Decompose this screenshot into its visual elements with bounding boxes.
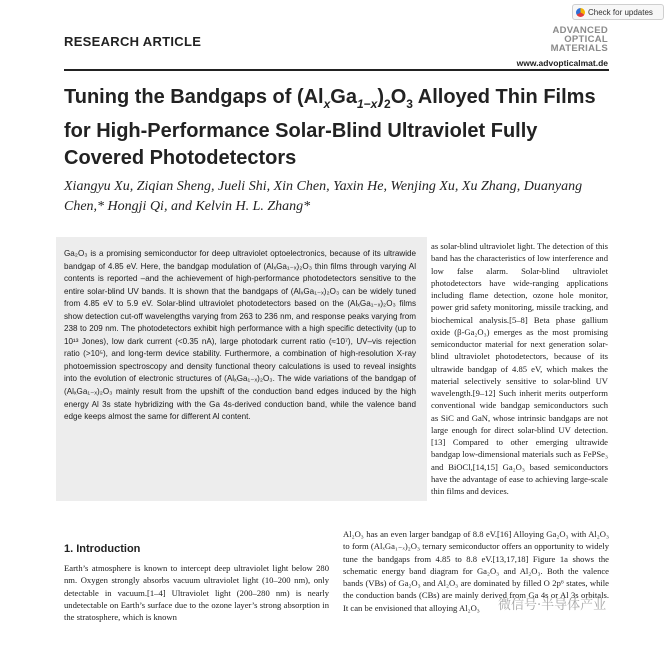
crossmark-icon bbox=[576, 8, 585, 17]
journal-logo bbox=[500, 26, 608, 53]
check-for-updates-label: Check for updates bbox=[588, 7, 653, 17]
author-list: Xiangyu Xu, Ziqian Sheng, Jueli Shi, Xin Chen, Yaxin He, Wenjing Xu, Xu Zhang, Duanyang Chen,* Hongji Qi, and Kelvin H. L. Zhang* bbox=[64, 179, 583, 214]
abstract-text: Ga₂O₃ is a promising semiconductor for deep ultraviolet optoelectronics, because of its ultrawide bandgap of 4.85 eV. Here, the bandgap modulation of (AlₓGa₁₋ₓ)₂O₃ thin films through varying Al contents is reported –and the achievement of high-performance photodetectors sensitive to the entire solar-blind UV bands. It is shown that the bandgaps of (AlₓGa₁₋ₓ)₂O₃ can be widely tuned from 4.85 eV to 5.9 eV. Solar-blind ultraviolet photodetectors based on the (AlₓGa₁₋ₓ)₂O₃ films show detection cut-off wavelengths varying from 263 to 236 nm, and response peaks varying from 238 to 209 nm. The photodetectors exhibit high performance with a high specific detectivity (up to 10¹³ Jones), low dark current (<0.35 nA), large photodark current ratio (≈10⁷), UV–vis rejection ratio (>10⁵), and long-term device stability. Furthermore, a combination of high-resolution X-ray photoemission spectroscopy and density functional theory calculations is used to reveal insights into the evolution of electronic structures of (AlₓGa₁₋ₓ)₂O₃. The wide variations of the bandgap of (AlₓGa₁₋ₓ)₂O₃ mainly result from the upshift of the conduction band edges induced by the high energy Al 3s state hybridizing with the Ga 4s-derived conduction band, while the valence band edge keeps almost the same for different Al content. bbox=[64, 249, 416, 422]
body-text-right-bottom: Al₂O₃ has an even larger bandgap of 8.8 eV.[16] Alloying Ga₂O₃ with Al₂O₃ to form (AlₓGa₁₋ₓ)₂O₃ ternary semiconductor offers an opportunity to widely tune the bandgaps from 4.85 to 8.8 eV.[13,17,18] Figure 1a shows the schematic energy band diagram for Ga₂O₃ and Al₂O₃. Both the valence bands (VBs) of Ga₂O₃ and Al₂O₃ are dominated by filled O 2p⁶ states, while the conduction bands (CBs) are mainly derived from Ga 4s or Al 3s orbitals. It can be envisioned that alloying Al₂O₃ bbox=[343, 529, 609, 613]
article-title: Tuning the Bandgaps of $(Al_xGa_{1-x})_2O_3$ Alloyed Thin Films for High-Performance Solar-Blind Ultraviolet Fully Covered Photodetectors bbox=[64, 86, 596, 169]
header-rule bbox=[64, 69, 609, 71]
journal-line-1: ADVANCED bbox=[552, 25, 608, 36]
journal-line-2: OPTICAL bbox=[564, 34, 608, 45]
introduction-heading: 1. Introduction bbox=[64, 543, 141, 555]
journal-url[interactable]: www.advopticalmat.de bbox=[516, 58, 608, 68]
body-text-right-top: as solar-blind ultraviolet light. The detection of this band has the characteristics of low interference and low false alarm. Solar-blind ultraviolet photodetectors have wide-ranging applications including flame detection, ozone hole monitor, power grid safety monitoring, missile tracking, and biochemical analysis.[5–8] Beta phase gallium oxide (β-Ga₂O₃) emerges as the most promising semiconductor material for next generation solar-blind ultraviolet photodetectors, because of its ultrawide bandgap of 4.85 eV, which makes the material selectively sensitive to solar-blind UV wavelength.[9–12] Such inherit merits outperform conventional wide bandgap semiconductors such as SiC and GaN, whose intrinsic bandgaps are not large enough for direct solar-blind UV detection.[13] Compared to other emerging ultrawide bandgap low-dimensional materials such as FePSe₃ and BiOCl,[14,15] Ga₂O₃ based semiconductors have the advantage of ease to achieving large-scale thin films and devices. bbox=[431, 241, 608, 496]
watermark: 微信号·半导体产业 bbox=[498, 598, 607, 613]
check-for-updates-badge[interactable] bbox=[572, 4, 664, 20]
journal-line-3: MATERIALS bbox=[550, 43, 608, 54]
introduction-text: Earth’s atmosphere is known to intercept deep ultraviolet light below 280 nm. Oxygen strongly absorbs vacuum ultraviolet light (10–200 nm), only detectable in vacuum.[1–4] Ultraviolet light (200–280 nm) is nearly undetectable on Earth’s surface due to the ozone layer’s strong absorption in the stratosphere, which is known bbox=[64, 563, 329, 622]
section-label: RESEARCH ARTICLE bbox=[64, 34, 202, 49]
